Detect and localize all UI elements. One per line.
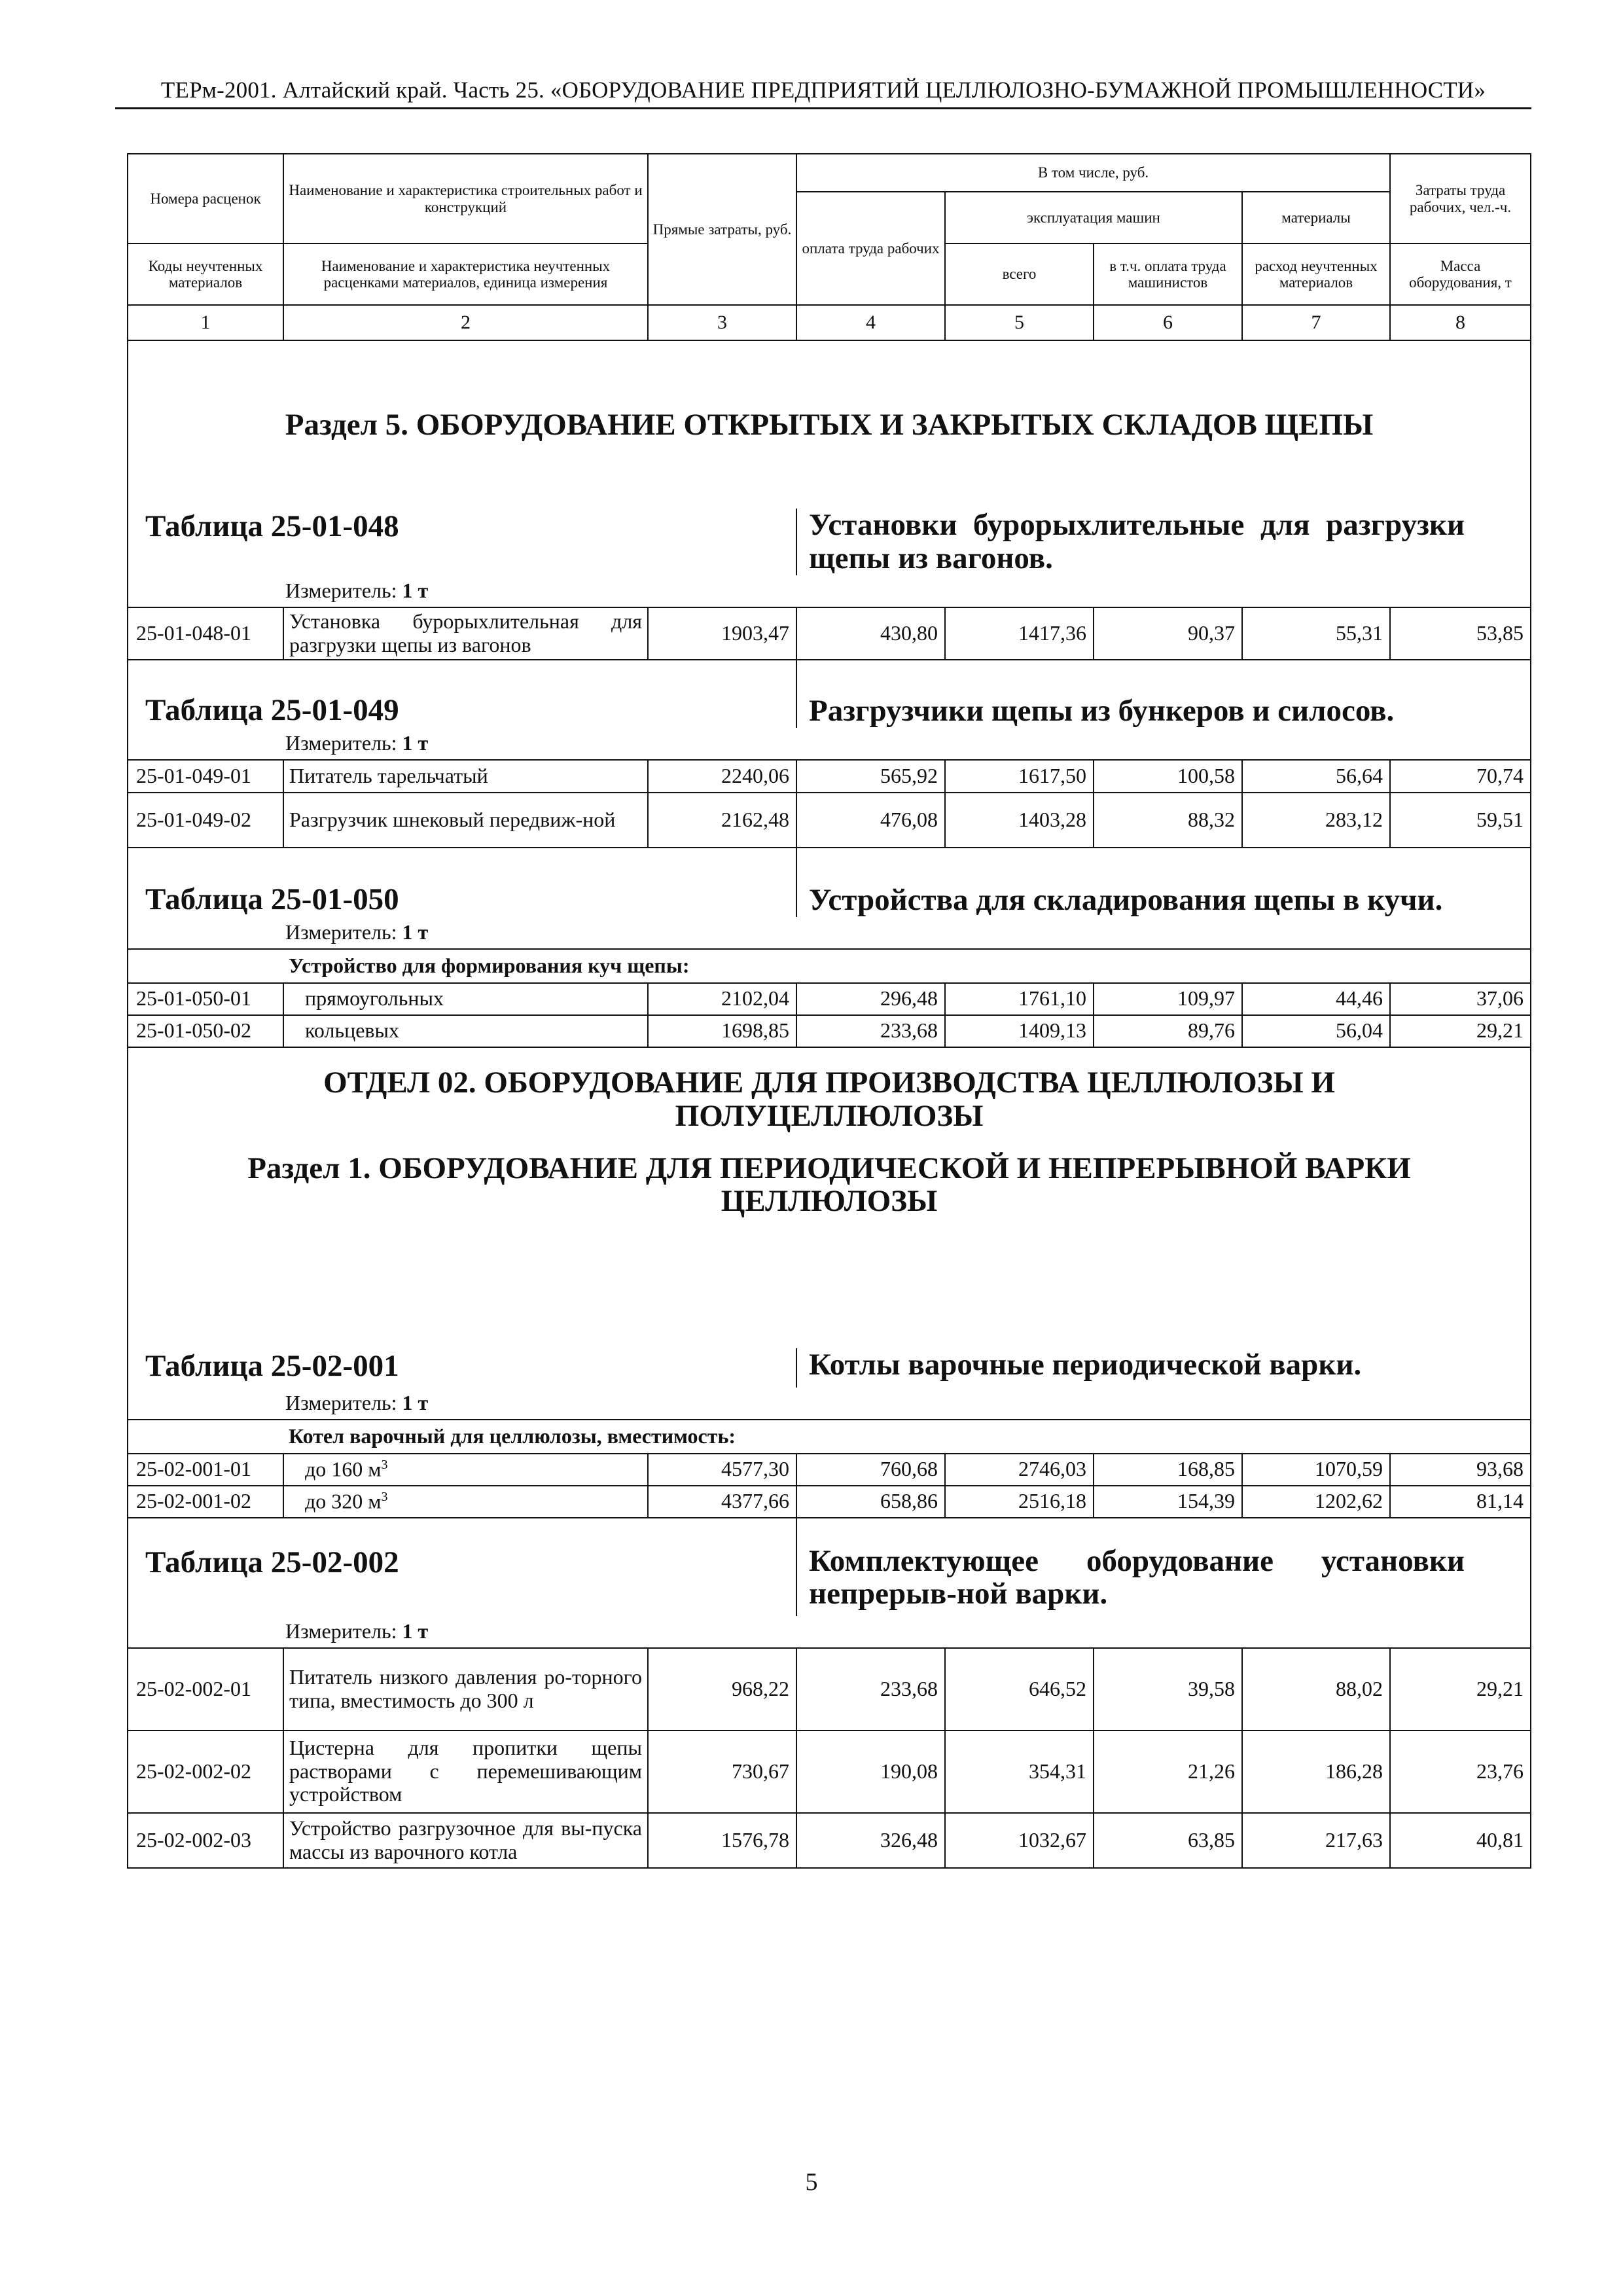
- machinist-wages: 109,97: [1094, 983, 1242, 1015]
- rates-table: [127, 153, 1531, 1869]
- col-num: 4: [796, 305, 945, 340]
- measure-value: 1 т: [402, 1619, 429, 1643]
- measure-label: Измеритель:: [285, 1391, 397, 1414]
- direct-costs: 730,67: [648, 1731, 796, 1813]
- labor-costs: 70,74: [1390, 760, 1531, 793]
- hdr-machines: эксплуатация машин: [945, 192, 1242, 243]
- direct-costs: 4577,30: [648, 1454, 796, 1486]
- section-5-row: [128, 340, 1531, 509]
- machines-total: 646,52: [945, 1648, 1094, 1731]
- table-row: [128, 607, 1531, 660]
- page-number: 5: [805, 2168, 818, 2196]
- machinist-wages: 39,58: [1094, 1648, 1242, 1731]
- table-row: [128, 793, 1531, 848]
- wages: 658,86: [796, 1486, 945, 1518]
- hdr-rate-numbers: Номера расценок: [128, 154, 283, 243]
- machines-total: 1032,67: [945, 1813, 1094, 1868]
- item-name: [283, 1486, 648, 1518]
- wages: 760,68: [796, 1454, 945, 1486]
- subheader-text: Устройство для формирования куч щепы:: [283, 949, 1531, 983]
- materials: 56,04: [1242, 1015, 1390, 1047]
- subheader-text: Котел варочный для целлюлозы, вместимость:: [283, 1420, 1531, 1454]
- table-title: Установки бурорыхлительные для разгрузки щепы из вагонов.: [796, 509, 1531, 575]
- table-001-measure-row: [128, 1388, 1531, 1420]
- wages: 565,92: [796, 760, 945, 793]
- materials: 1202,62: [1242, 1486, 1390, 1518]
- item-name: Устройство разгрузочное для вы-пуска массы из варочного котла: [283, 1813, 648, 1868]
- hdr-material-names: Наименование и характеристика неучтенных расценками материалов, единица измерения: [283, 243, 648, 305]
- direct-costs: 2102,04: [648, 983, 796, 1015]
- section-title: Раздел 5. ОБОРУДОВАНИЕ ОТКРЫТЫХ И ЗАКРЫТЫХ СКЛАДОВ ЩЕПЫ: [128, 340, 1531, 509]
- materials: 186,28: [1242, 1731, 1390, 1813]
- wages: 476,08: [796, 793, 945, 848]
- labor-costs: 59,51: [1390, 793, 1531, 848]
- measure-value: 1 т: [402, 1391, 429, 1414]
- table-row: [128, 1015, 1531, 1047]
- item-name: Установка бурорыхлительная для разгрузки щепы из вагонов: [283, 607, 648, 660]
- item-name: Цистерна для пропитки щепы растворами с перемешивающим устройством: [283, 1731, 648, 1813]
- unit-superscript: 3: [381, 1457, 388, 1472]
- table-002-title-row: [128, 1518, 1531, 1616]
- labor-costs: 29,21: [1390, 1648, 1531, 1731]
- col-num: 7: [1242, 305, 1390, 340]
- col-num: 3: [648, 305, 796, 340]
- labor-costs: 29,21: [1390, 1015, 1531, 1047]
- machines-total: 2746,03: [945, 1454, 1094, 1486]
- item-name-text: до 320 м: [305, 1489, 382, 1513]
- unit-superscript: 3: [381, 1489, 388, 1504]
- hdr-wages: оплата труда рабочих: [796, 192, 945, 305]
- table-row: [128, 983, 1531, 1015]
- labor-costs: 53,85: [1390, 607, 1531, 660]
- hdr-equipment-mass: Масса оборудования, т: [1390, 243, 1531, 305]
- hdr-including: В том числе, руб.: [796, 154, 1390, 192]
- item-name: кольцевых: [283, 1015, 648, 1047]
- materials: 217,63: [1242, 1813, 1390, 1868]
- machinist-wages: 154,39: [1094, 1486, 1242, 1518]
- subheader-spacer: [128, 949, 283, 983]
- header-rule: [115, 107, 1531, 109]
- header-row-1: [128, 154, 1531, 192]
- machinist-wages: 88,32: [1094, 793, 1242, 848]
- measure-label: Измеритель:: [285, 920, 397, 944]
- direct-costs: 968,22: [648, 1648, 796, 1731]
- wages: 233,68: [796, 1015, 945, 1047]
- wages: 233,68: [796, 1648, 945, 1731]
- labor-costs: 37,06: [1390, 983, 1531, 1015]
- labor-costs: 81,14: [1390, 1486, 1531, 1518]
- measure-line: [128, 1388, 1531, 1420]
- item-name: прямоугольных: [283, 983, 648, 1015]
- col-num: 2: [283, 305, 648, 340]
- measure-value: 1 т: [402, 579, 429, 602]
- table-title: Котлы варочные периодической варки.: [796, 1348, 1531, 1388]
- item-name: Разгрузчик шнековый передвиж-ной: [283, 793, 648, 848]
- table-title: Комплектующее оборудование установки непрерыв-ной варки.: [796, 1518, 1531, 1616]
- table-label: Таблица 25-01-050: [128, 848, 796, 917]
- hdr-labor-costs: Затраты труда рабочих, чел.-ч.: [1390, 154, 1531, 243]
- direct-costs: 1903,47: [648, 607, 796, 660]
- col-num: 1: [128, 305, 283, 340]
- table-001-title-row: [128, 1348, 1531, 1388]
- direct-costs: 2240,06: [648, 760, 796, 793]
- table-048-title-row: [128, 509, 1531, 575]
- machinist-wages: 90,37: [1094, 607, 1242, 660]
- section-1-row: [128, 1152, 1531, 1348]
- direct-costs: 1698,85: [648, 1015, 796, 1047]
- table-title: Устройства для складирования щепы в кучи.: [796, 848, 1531, 917]
- machines-total: 1417,36: [945, 607, 1094, 660]
- wages: 326,48: [796, 1813, 945, 1868]
- machines-total: 354,31: [945, 1731, 1094, 1813]
- table-title: Разгрузчики щепы из бункеров и силосов.: [796, 660, 1531, 728]
- wages: 296,48: [796, 983, 945, 1015]
- table-label: Таблица 25-02-002: [128, 1518, 796, 1616]
- table-label: Таблица 25-01-048: [128, 509, 796, 575]
- col-num: 8: [1390, 305, 1531, 340]
- materials: 55,31: [1242, 607, 1390, 660]
- column-numbers-row: [128, 305, 1531, 340]
- measure-label: Измеритель:: [285, 731, 397, 755]
- machinist-wages: 168,85: [1094, 1454, 1242, 1486]
- hdr-material-codes: Коды неучтенных материалов: [128, 243, 283, 305]
- rate-code: 25-02-002-01: [128, 1648, 283, 1731]
- rate-code: 25-01-050-01: [128, 983, 283, 1015]
- direct-costs: 2162,48: [648, 793, 796, 848]
- direct-costs: 1576,78: [648, 1813, 796, 1868]
- machines-total: 2516,18: [945, 1486, 1094, 1518]
- measure-line: [128, 1616, 1531, 1648]
- measure-label: Измеритель:: [285, 1619, 397, 1643]
- labor-costs: 93,68: [1390, 1454, 1531, 1486]
- table-row: [128, 1731, 1531, 1813]
- rate-code: 25-02-001-01: [128, 1454, 283, 1486]
- item-name-text: до 160 м: [305, 1457, 382, 1481]
- materials: 283,12: [1242, 793, 1390, 848]
- table-050-title-row: [128, 848, 1531, 917]
- machinist-wages: 100,58: [1094, 760, 1242, 793]
- rate-code: 25-01-048-01: [128, 607, 283, 660]
- department-title: ОТДЕЛ 02. ОБОРУДОВАНИЕ ДЛЯ ПРОИЗВОДСТВА ЦЕЛЛЮЛОЗЫ И ПОЛУЦЕЛЛЮЛОЗЫ: [128, 1047, 1531, 1152]
- rate-code: 25-01-050-02: [128, 1015, 283, 1047]
- machines-total: 1761,10: [945, 983, 1094, 1015]
- rate-code: 25-02-001-02: [128, 1486, 283, 1518]
- measure-label: Измеритель:: [285, 579, 397, 602]
- table-label: Таблица 25-01-049: [128, 660, 796, 728]
- measure-line: [128, 917, 1531, 949]
- labor-costs: 23,76: [1390, 1731, 1531, 1813]
- rate-code: 25-02-002-03: [128, 1813, 283, 1868]
- materials: 1070,59: [1242, 1454, 1390, 1486]
- subheader-row: [128, 1420, 1531, 1454]
- section-title: Раздел 1. ОБОРУДОВАНИЕ ДЛЯ ПЕРИОДИЧЕСКОЙ И НЕПРЕРЫВНОЙ ВАРКИ ЦЕЛЛЮЛОЗЫ: [128, 1152, 1531, 1348]
- materials: 44,46: [1242, 983, 1390, 1015]
- machinist-wages: 21,26: [1094, 1731, 1242, 1813]
- otdel-02-row: [128, 1047, 1531, 1152]
- machines-total: 1409,13: [945, 1015, 1094, 1047]
- table-049-title-row: [128, 660, 1531, 728]
- hdr-machinist-wages: в т.ч. оплата труда машинистов: [1094, 243, 1242, 305]
- measure-value: 1 т: [402, 731, 429, 755]
- subheader-row: [128, 949, 1531, 983]
- measure-value: 1 т: [402, 920, 429, 944]
- col-num: 6: [1094, 305, 1242, 340]
- table-049-measure-row: [128, 728, 1531, 760]
- hdr-material-consumption: расход неучтенных материалов: [1242, 243, 1390, 305]
- table-row: [128, 760, 1531, 793]
- machines-total: 1617,50: [945, 760, 1094, 793]
- table-002-measure-row: [128, 1616, 1531, 1648]
- col-num: 5: [945, 305, 1094, 340]
- hdr-work-name: Наименование и характеристика строительных работ и конструкций: [283, 154, 648, 243]
- materials: 56,64: [1242, 760, 1390, 793]
- table-row: [128, 1486, 1531, 1518]
- table-050-measure-row: [128, 917, 1531, 949]
- table-row: [128, 1454, 1531, 1486]
- wages: 430,80: [796, 607, 945, 660]
- machines-total: 1403,28: [945, 793, 1094, 848]
- direct-costs: 4377,66: [648, 1486, 796, 1518]
- rate-code: 25-01-049-02: [128, 793, 283, 848]
- table-048-measure-row: [128, 575, 1531, 607]
- labor-costs: 40,81: [1390, 1813, 1531, 1868]
- table-row: [128, 1813, 1531, 1868]
- table-label: Таблица 25-02-001: [128, 1348, 796, 1388]
- item-name: [283, 1454, 648, 1486]
- subheader-spacer: [128, 1420, 283, 1454]
- hdr-materials: материалы: [1242, 192, 1390, 243]
- running-header: ТЕРм-2001. Алтайский край. Часть 25. «ОБОРУДОВАНИЕ ПРЕДПРИЯТИЙ ЦЕЛЛЮЛОЗНО-БУМАЖНОЙ ПРОМЫШЛЕННОСТИ»: [160, 77, 1486, 103]
- rate-code: 25-02-002-02: [128, 1731, 283, 1813]
- machinist-wages: 89,76: [1094, 1015, 1242, 1047]
- hdr-machines-total: всего: [945, 243, 1094, 305]
- rate-code: 25-01-049-01: [128, 760, 283, 793]
- item-name: Питатель низкого давления ро-торного типа, вместимость до 300 л: [283, 1648, 648, 1731]
- table-row: [128, 1648, 1531, 1731]
- item-name: Питатель тарельчатый: [283, 760, 648, 793]
- wages: 190,08: [796, 1731, 945, 1813]
- measure-line: [128, 575, 1531, 607]
- measure-line: [128, 728, 1531, 760]
- machinist-wages: 63,85: [1094, 1813, 1242, 1868]
- materials: 88,02: [1242, 1648, 1390, 1731]
- hdr-direct-costs: Прямые затраты, руб.: [648, 154, 796, 305]
